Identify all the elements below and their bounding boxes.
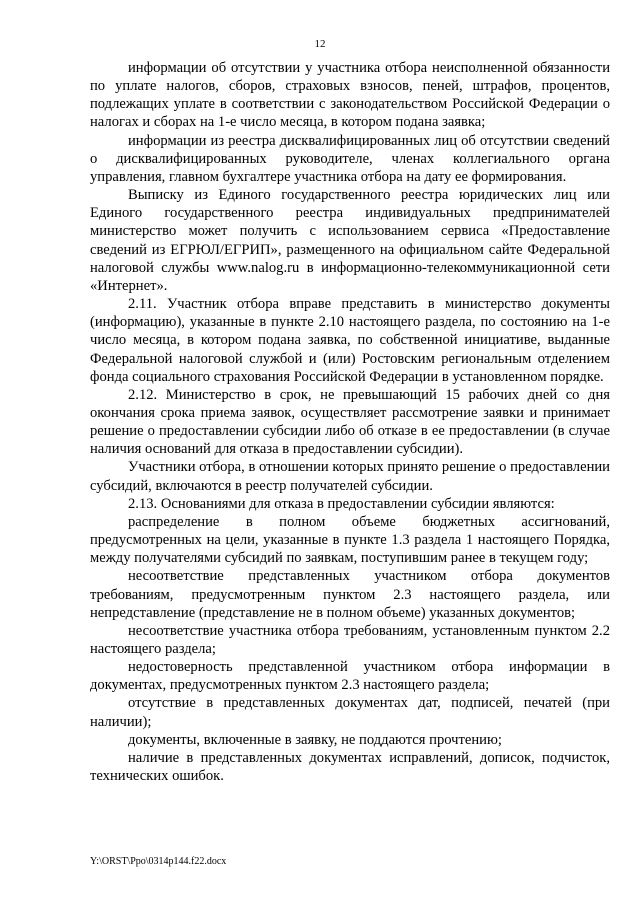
document-body: [90, 59, 610, 785]
paragraph-tax-debt-info: информации об отсутствии у участника отбора неисполненной обязанности по уплате налогов, сборов, страховых взносов, пеней, штрафов, процентов, подлежащих уплате в соответствии с законодательством Российской Федерации о налогах и сборах на 1-е число месяца, в котором подана заявка;: [90, 60, 610, 131]
page-number: 12: [314, 38, 326, 50]
paragraph-documents-mismatch: несоответствие представленных участником отбора документов требованиям, предусмотренным пунктом 2.3 настоящего раздела, или непредставление (представление не в полном объеме) указанных документов;: [90, 568, 610, 621]
paragraph-disqualified-registry: информации из реестра дисквалифицированных лиц об отсутствии сведений о дисквалифицированных руководителе, членах коллегиального органа управления, главном бухгалтере участника отбора на дату ее формирования.: [90, 132, 610, 185]
paragraph-budget-allocation: распределение в полном объеме бюджетных ассигнований, предусмотренных на цели, указанные в пункте 1.3 раздела 1 настоящего Порядка, между получателями субсидий по заявкам, поступившим ранее в текущем году;: [90, 513, 610, 567]
paragraph-corrections: наличие в представленных документах исправлений, дописок, подчисток, технических ошибок.: [90, 749, 610, 785]
paragraph-false-information: недостоверность представленной участником отбора информации в документах, предусмотренных пунктом 2.3 настоящего раздела;: [90, 659, 610, 694]
paragraph-participant-mismatch: несоответствие участника отбора требованиям, установленным пунктом 2.2 настоящего раздела;: [90, 622, 610, 657]
paragraph-egrul-extract: Выписку из Единого государственного реестра юридических лиц или Единого государственного реестра индивидуальных предпринимателей министерство может получить с использованием сервиса «Предоставление сведений из ЕГРЮЛ/ЕГРИП», размещенного на официальном сайте Федеральной налоговой службы www.nalog.ru в информационно-телекоммуникационной сети «Интернет».: [90, 187, 610, 294]
paragraph-unreadable-documents: документы, включенные в заявку, не поддаются прочтению;: [128, 731, 502, 748]
paragraph-2-12: 2.12. Министерство в срок, не превышающий 15 рабочих дней со дня окончания срока приема заявок, осуществляет рассмотрение заявки и принимает решение о предоставлении субсидии либо об отказе в ее предоставлении (в случае наличия оснований для отказа в предоставлении субсидии).: [90, 386, 610, 458]
footer-file-path: Y:\ORST\Ppo\0314p144.f22.docx: [90, 856, 227, 867]
paragraph-recipients-registry: Участники отбора, в отношении которых принято решение о предоставлении субсидий, включаются в реестр получателей субсидии.: [90, 459, 610, 494]
paragraph-2-13: 2.13. Основаниями для отказа в предоставлении субсидии являются:: [128, 495, 555, 512]
paragraph-2-11: 2.11. Участник отбора вправе представить в министерство документы (информацию), указанные в пункте 2.10 настоящего раздела, по состоянию на 1-е число месяца, в котором подана заявка, по собственной инициативе, выданные Федеральной налоговой службой и (или) Ростовским региональным отделением фонда социального страхования Российской Федерации в установленном порядке.: [90, 296, 610, 385]
paragraph-missing-signatures: отсутствие в представленных документах дат, подписей, печатей (при наличии);: [90, 695, 610, 730]
